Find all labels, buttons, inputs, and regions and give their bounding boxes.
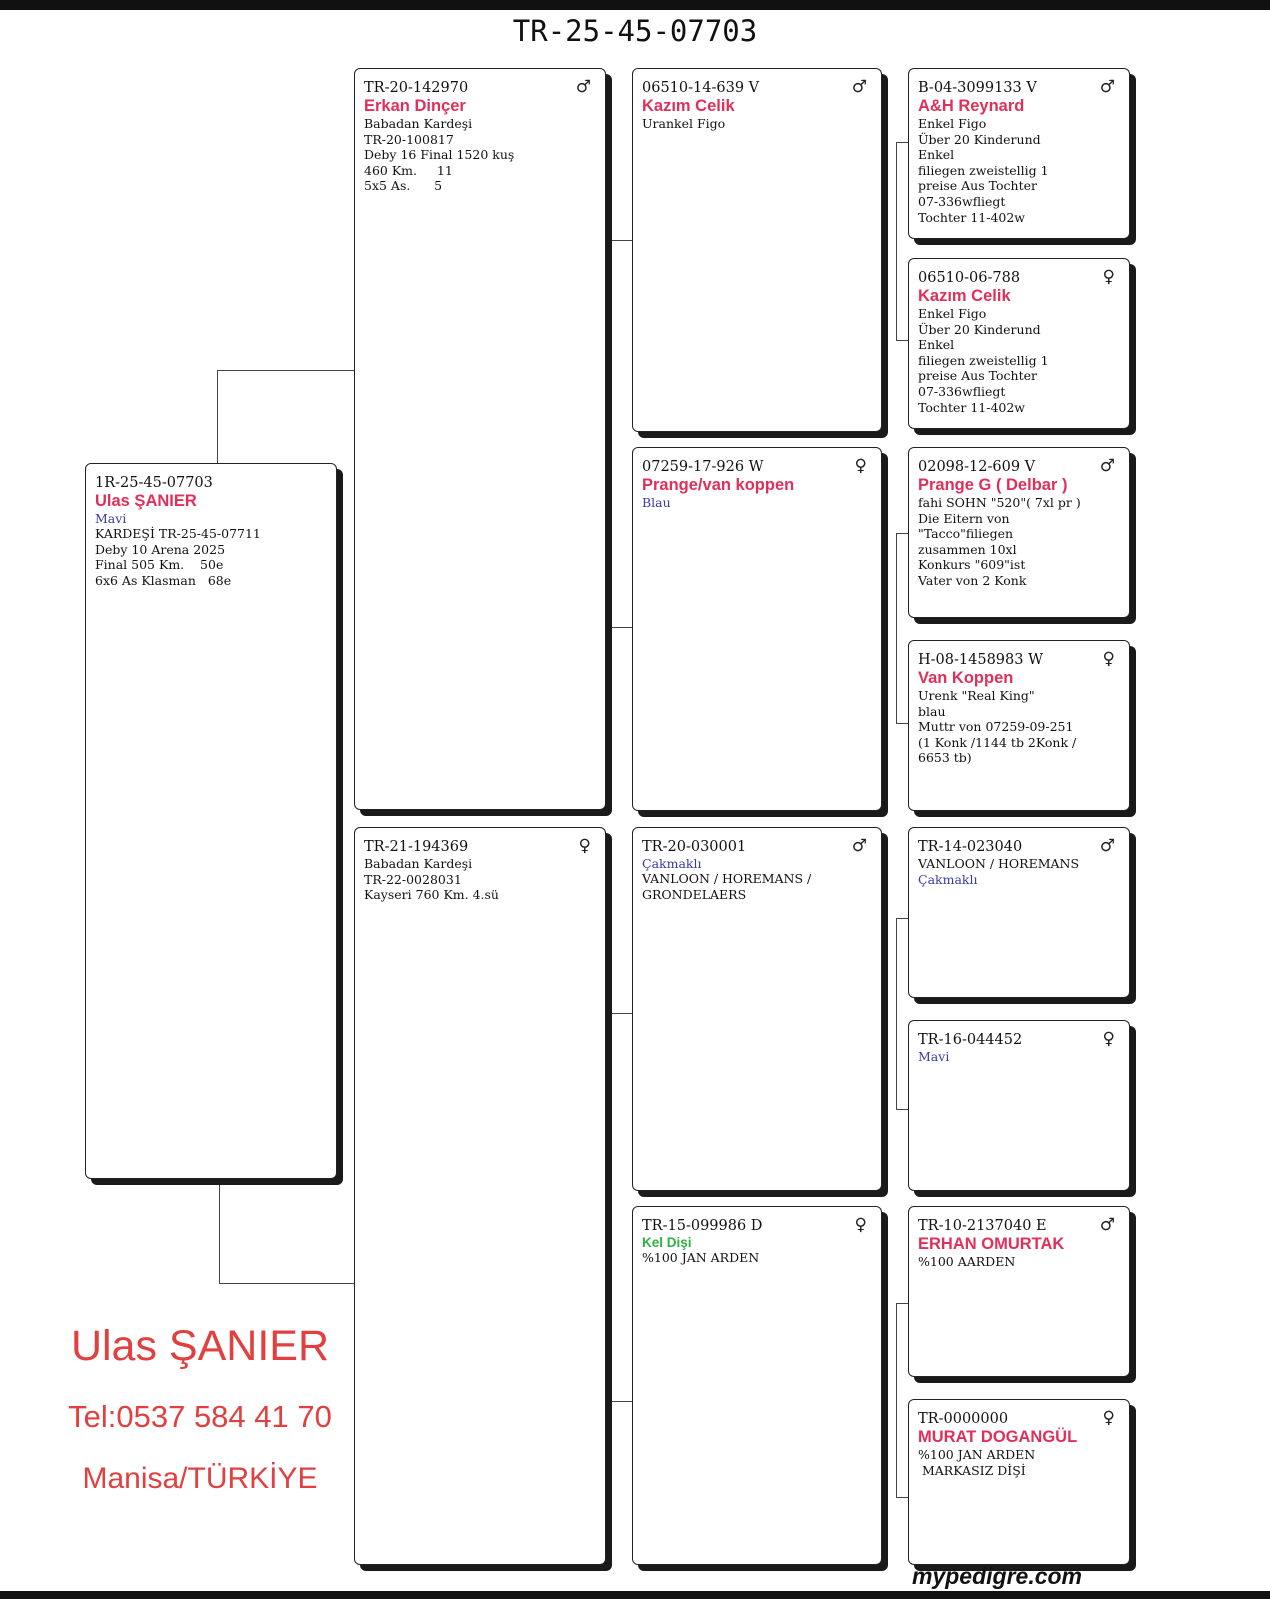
notes: Enkel Figo Über 20 Kinderund Enkel filiegen zweistellig 1 preise Aus Tochter 07-336wfliegt Tochter 11-402w (918, 306, 1049, 415)
connector (896, 723, 908, 724)
male-icon: ♂ (1099, 836, 1115, 856)
owner-phone: Tel:0537 584 41 70 (68, 1399, 332, 1434)
top-border (0, 0, 1270, 10)
male-icon: ♂ (1099, 77, 1115, 97)
male-icon: ♂ (851, 836, 867, 856)
connector (610, 240, 611, 627)
notes: Urankel Figo (642, 116, 726, 131)
connector (610, 1401, 632, 1402)
ring-number: TR-0000000 (918, 1411, 1009, 1427)
male-icon: ♂ (851, 77, 867, 97)
notes: %100 AARDEN (918, 1254, 1016, 1269)
breeder-name: Ulas ŞANIER (95, 492, 197, 510)
connector (217, 370, 354, 371)
male-icon: ♂ (575, 77, 591, 97)
ring-number: 02098-12-609 V (918, 459, 1036, 475)
breeder-name: A&H Reynard (918, 97, 1025, 115)
ring-number: 06510-06-788 (918, 270, 1021, 286)
female-icon: ♀ (1102, 267, 1115, 287)
connector (896, 918, 908, 919)
notes: Babadan Kardeşi TR-22-0028031 Kayseri 760 Km. 4.sü (364, 856, 499, 903)
owner-name: Ulas ŞANIER (70, 1322, 330, 1370)
ring-number: TR-15-099986 D (642, 1218, 763, 1234)
site-watermark: mypedigre.com (912, 1563, 1082, 1589)
breeder-name: Prange/van koppen (642, 476, 795, 494)
connector (610, 1013, 611, 1401)
bottom-border (0, 1591, 1270, 1599)
breeder-name: Erkan Dinçer (364, 97, 466, 115)
breeder-name: Van Koppen (918, 669, 1014, 687)
subject-card[interactable] (85, 463, 337, 1179)
female-icon: ♀ (1102, 1029, 1115, 1049)
connector (896, 1497, 908, 1498)
color-label: Çakmaklı (918, 871, 978, 887)
connector (896, 1109, 908, 1110)
breeder-name: MURAT DOGANGÜL (918, 1428, 1078, 1446)
connector (896, 1303, 908, 1304)
notes: %100 JAN ARDEN MARKASIZ DİŞİ (918, 1447, 1036, 1478)
notes: Urenk "Real King" blau Muttr von 07259-09-251 (1 Konk /1144 tb 2Konk / 6653 tb) (918, 688, 1077, 766)
pedigree-title: TR-25-45-07703 (512, 14, 758, 48)
ring-number: H-08-1458983 W (918, 652, 1043, 668)
notes: VANLOON / HOREMANS (918, 856, 1080, 871)
connector (896, 533, 908, 534)
male-icon: ♂ (1099, 1215, 1115, 1235)
ring-number: TR-20-030001 (642, 839, 747, 855)
breeder-name: Kazım Celik (642, 97, 735, 115)
breeder-name: ERHAN OMURTAK (918, 1235, 1065, 1253)
ring-number: TR-20-142970 (364, 80, 469, 96)
female-icon: ♀ (854, 456, 867, 476)
female-icon: ♀ (854, 1215, 867, 1235)
ring-number: 1R-25-45-07703 (95, 475, 213, 491)
great-grandparent-card[interactable] (908, 827, 1130, 998)
female-icon: ♀ (1102, 649, 1115, 669)
connector (896, 1303, 897, 1497)
great-grandparent-card[interactable] (908, 258, 1130, 429)
connector (610, 627, 632, 628)
connector (217, 370, 218, 463)
great-grandparent-card[interactable] (908, 1399, 1130, 1565)
color-label: Kel Dişi (642, 1235, 692, 1250)
connector (219, 1177, 220, 1283)
sire-card[interactable] (354, 68, 606, 810)
female-icon: ♀ (1102, 1408, 1115, 1428)
connector (610, 240, 632, 241)
connector (896, 918, 897, 1109)
female-icon: ♀ (578, 836, 591, 856)
grandsire-sire-side-card[interactable] (632, 68, 882, 432)
great-grandparent-card[interactable] (908, 1020, 1130, 1191)
notes: VANLOON / HOREMANS / GRONDELAERS (642, 871, 812, 902)
ring-number: TR-16-044452 (918, 1032, 1023, 1048)
connector (896, 533, 897, 723)
great-grandparent-card[interactable] (908, 640, 1130, 811)
ring-number: TR-21-194369 (364, 839, 469, 855)
granddam-dam-side-card[interactable] (632, 1206, 882, 1565)
male-icon: ♂ (1099, 456, 1115, 476)
owner-city: Manisa/TÜRKİYE (82, 1462, 318, 1495)
ring-number: B-04-3099133 V (918, 80, 1037, 96)
connector (219, 1283, 354, 1284)
breeder-name: Kazım Celik (918, 287, 1011, 305)
notes: %100 JAN ARDEN (642, 1250, 760, 1265)
color-label: Mavi (918, 1049, 950, 1064)
connector (896, 142, 908, 143)
great-grandparent-card[interactable] (908, 68, 1130, 239)
connector (896, 340, 908, 341)
connector (896, 142, 897, 340)
color-label: Çakmaklı (642, 856, 702, 871)
connector (610, 1013, 632, 1014)
ring-number: 06510-14-639 V (642, 80, 760, 96)
great-grandparent-card[interactable] (908, 1206, 1130, 1377)
breeder-name: Prange G ( Delbar ) (918, 476, 1068, 494)
notes: fahi SOHN "520"( 7xl pr ) Die Eitern von "Tacco"filiegen zusammen 10xl Konkurs "609"ist Vater von 2 Konk (918, 495, 1081, 588)
ring-number: TR-14-023040 (918, 839, 1023, 855)
color-label: Blau (642, 495, 671, 510)
great-grandparent-card[interactable] (908, 447, 1130, 618)
granddam-sire-side-card[interactable] (632, 447, 882, 811)
notes: Babadan Kardeşi TR-20-100817 Deby 16 Final 1520 kuş 460 Km. 11 5x5 As. 5 (364, 116, 515, 194)
color-label: Mavi (95, 511, 127, 526)
notes: Enkel Figo Über 20 Kinderund Enkel filiegen zweistellig 1 preise Aus Tochter 07-336wfliegt Tochter 11-402w (918, 116, 1049, 225)
dam-card[interactable] (354, 827, 606, 1565)
ring-number: TR-10-2137040 E (918, 1218, 1047, 1234)
grandsire-dam-side-card[interactable] (632, 827, 882, 1191)
ring-number: 07259-17-926 W (642, 459, 764, 475)
notes: KARDEŞİ TR-25-45-07711 Deby 10 Arena 2025 Final 505 Km. 50e 6x6 As Klasman 68e (95, 526, 261, 588)
